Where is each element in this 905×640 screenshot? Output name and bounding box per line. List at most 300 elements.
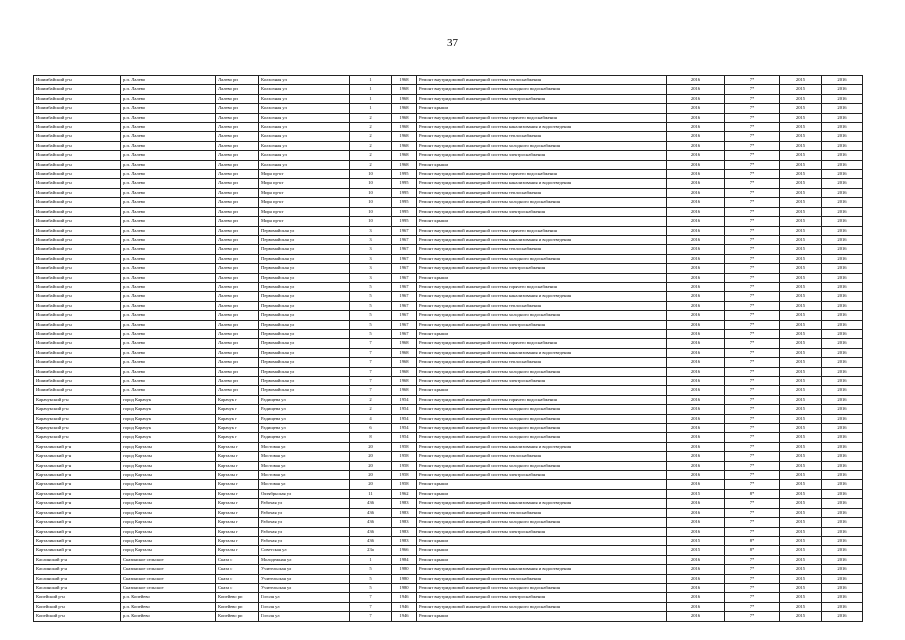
table-row <box>34 395 863 404</box>
cell-end-year: 2016 <box>822 518 863 527</box>
cell-locality: Сказа с <box>216 583 259 592</box>
cell-house-number: 1 <box>350 94 392 103</box>
cell-build-year: 1968 <box>392 132 417 141</box>
table-row <box>34 226 863 235</box>
cell-build-year: 1962 <box>392 489 417 498</box>
cell-priority: 7* <box>725 123 780 132</box>
cell-build-year: 1946 <box>392 593 417 602</box>
cell-street: Рабочая ул <box>259 499 350 508</box>
cell-settlement: город Карачук <box>121 424 216 433</box>
table-row <box>34 424 863 433</box>
cell-street: Советская ул <box>259 546 350 555</box>
cell-plan-year: 2016 <box>667 471 725 480</box>
cell-locality: Лалево рп <box>216 123 259 132</box>
cell-plan-year: 2016 <box>667 123 725 132</box>
cell-plan-year: 2016 <box>667 207 725 216</box>
cell-locality: Лалево рп <box>216 282 259 291</box>
cell-locality: Карталы г <box>216 461 259 470</box>
cell-settlement: город Карачук <box>121 395 216 404</box>
cell-district: Карачукский р-н <box>34 414 121 423</box>
cell-priority: 7* <box>725 348 780 357</box>
cell-build-year: 1968 <box>392 160 417 169</box>
cell-locality: Лалево рп <box>216 358 259 367</box>
cell-plan-year: 2016 <box>667 160 725 169</box>
cell-street: Учительская ул <box>259 583 350 592</box>
cell-house-number: 10 <box>350 207 392 216</box>
cell-settlement: город Карталы <box>121 518 216 527</box>
cell-build-year: 1983 <box>392 508 417 517</box>
cell-work-type: Ремонт внутридомовой инженерной системы горячего водоснабжения <box>417 395 667 404</box>
cell-house-number: 8 <box>350 433 392 442</box>
cell-start-year: 2015 <box>780 339 822 348</box>
cell-work-type: Ремонт внутридомовой инженерной системы горячего водоснабжения <box>417 170 667 179</box>
cell-build-year: 1967 <box>392 301 417 310</box>
cell-work-type: Ремонт внутридомовой инженерной системы электроснабжения <box>417 527 667 536</box>
cell-settlement: р.п. Копейево <box>121 612 216 621</box>
cell-district: Карачукский р-н <box>34 405 121 414</box>
cell-house-number: 7 <box>350 339 392 348</box>
cell-plan-year: 2016 <box>667 339 725 348</box>
cell-start-year: 2015 <box>780 348 822 357</box>
cell-priority: 7* <box>725 574 780 583</box>
cell-house-number: 1 <box>350 85 392 94</box>
cell-build-year: 1968 <box>392 339 417 348</box>
cell-work-type: Ремонт внутридомовой инженерной системы теплоснабжения <box>417 452 667 461</box>
cell-district: Карталинский р-н <box>34 527 121 536</box>
cell-priority: 7* <box>725 405 780 414</box>
cell-priority: 7* <box>725 452 780 461</box>
cell-street: Мира пр-кт <box>259 170 350 179</box>
cell-start-year: 2015 <box>780 282 822 291</box>
cell-plan-year: 2016 <box>667 94 725 103</box>
cell-settlement: р.п. Лалево <box>121 94 216 103</box>
cell-settlement: Сказинское сельское <box>121 583 216 592</box>
cell-locality: Карталы г <box>216 489 259 498</box>
cell-street: Радищева ул <box>259 433 350 442</box>
cell-start-year: 2015 <box>780 471 822 480</box>
cell-work-type: Ремонт внутридомовой инженерной системы горячего водоснабжения <box>417 113 667 122</box>
cell-locality: Копейево рп <box>216 593 259 602</box>
table-row <box>34 301 863 310</box>
cell-locality: Лалево рп <box>216 160 259 169</box>
table-row <box>34 555 863 564</box>
cell-settlement: р.п. Лалево <box>121 217 216 226</box>
cell-work-type: Ремонт внутридомовой инженерной системы канализования и водоотведения <box>417 292 667 301</box>
cell-settlement: город Карачук <box>121 405 216 414</box>
cell-locality: Карталы г <box>216 508 259 517</box>
cell-end-year: 2016 <box>822 348 863 357</box>
cell-priority: 7* <box>725 527 780 536</box>
cell-house-number: 5 <box>350 301 392 310</box>
cell-plan-year: 2016 <box>667 602 725 611</box>
cell-plan-year: 2016 <box>667 527 725 536</box>
cell-start-year: 2015 <box>780 442 822 451</box>
cell-work-type: Ремонт внутридомовой инженерной системы холодного водоснабжения <box>417 85 667 94</box>
cell-district: Ишимбайский р-н <box>34 188 121 197</box>
cell-build-year: 1958 <box>392 471 417 480</box>
table-row <box>34 546 863 555</box>
cell-house-number: 2 <box>350 141 392 150</box>
cell-priority: 7* <box>725 612 780 621</box>
cell-house-number: 10 <box>350 198 392 207</box>
cell-district: Ишимбайский р-н <box>34 358 121 367</box>
cell-street: Первомайская ул <box>259 320 350 329</box>
cell-district: Ишимбайский р-н <box>34 160 121 169</box>
cell-start-year: 2015 <box>780 414 822 423</box>
cell-street: Первомайская ул <box>259 348 350 357</box>
cell-priority: 7* <box>725 160 780 169</box>
cell-priority: 7* <box>725 499 780 508</box>
cell-plan-year: 2016 <box>667 433 725 442</box>
cell-build-year: 1995 <box>392 179 417 188</box>
cell-start-year: 2015 <box>780 593 822 602</box>
cell-street: Первомайская ул <box>259 377 350 386</box>
cell-plan-year: 2016 <box>667 235 725 244</box>
cell-house-number: 7 <box>350 602 392 611</box>
cell-street: Радищева ул <box>259 414 350 423</box>
cell-street: Колхозная ул <box>259 141 350 150</box>
cell-plan-year: 2016 <box>667 254 725 263</box>
cell-build-year: 1968 <box>392 76 417 85</box>
cell-plan-year: 2016 <box>667 264 725 273</box>
cell-end-year: 2016 <box>822 367 863 376</box>
cell-street: Мира пр-кт <box>259 188 350 197</box>
cell-build-year: 1958 <box>392 461 417 470</box>
cell-end-year: 2016 <box>822 160 863 169</box>
table-row <box>34 104 863 113</box>
cell-plan-year: 2016 <box>667 198 725 207</box>
table-row <box>34 207 863 216</box>
cell-work-type: Ремонт внутридомовой инженерной системы холодного водоснабжения <box>417 405 667 414</box>
cell-plan-year: 2016 <box>667 329 725 338</box>
cell-settlement: р.п. Лалево <box>121 113 216 122</box>
cell-settlement: р.п. Лалево <box>121 273 216 282</box>
cell-build-year: 1967 <box>392 311 417 320</box>
cell-end-year: 2016 <box>822 292 863 301</box>
cell-end-year: 2016 <box>822 76 863 85</box>
cell-district: Ишимбайский р-н <box>34 207 121 216</box>
cell-plan-year: 2016 <box>667 217 725 226</box>
cell-settlement: р.п. Лалево <box>121 170 216 179</box>
cell-house-number: 7 <box>350 348 392 357</box>
cell-priority: 7* <box>725 104 780 113</box>
cell-start-year: 2015 <box>780 235 822 244</box>
cell-plan-year: 2016 <box>667 282 725 291</box>
table-row <box>34 518 863 527</box>
cell-work-type: Ремонт внутридомовой инженерной системы электроснабжения <box>417 207 667 216</box>
cell-district: Ишимбайский р-н <box>34 377 121 386</box>
cell-end-year: 2016 <box>822 480 863 489</box>
cell-start-year: 2015 <box>780 329 822 338</box>
cell-end-year: 2016 <box>822 593 863 602</box>
cell-start-year: 2015 <box>780 386 822 395</box>
cell-build-year: 1954 <box>392 395 417 404</box>
cell-build-year: 1967 <box>392 329 417 338</box>
cell-settlement: город Карталы <box>121 471 216 480</box>
table-row <box>34 377 863 386</box>
cell-plan-year: 2016 <box>667 461 725 470</box>
cell-locality: Лалево рп <box>216 76 259 85</box>
cell-priority: 7* <box>725 583 780 592</box>
cell-start-year: 2015 <box>780 452 822 461</box>
cell-build-year: 1954 <box>392 424 417 433</box>
cell-locality: Лалево рп <box>216 85 259 94</box>
cell-start-year: 2015 <box>780 508 822 517</box>
cell-build-year: 1995 <box>392 198 417 207</box>
cell-work-type: Ремонт внутридомовой инженерной системы теплоснабжения <box>417 245 667 254</box>
cell-start-year: 2015 <box>780 574 822 583</box>
cell-priority: 7* <box>725 292 780 301</box>
cell-house-number: 11 <box>350 489 392 498</box>
cell-district: Ишимбайский р-н <box>34 301 121 310</box>
cell-end-year: 2016 <box>822 377 863 386</box>
cell-locality: Карталы г <box>216 471 259 480</box>
cell-plan-year: 2016 <box>667 583 725 592</box>
cell-district: Карачукский р-н <box>34 395 121 404</box>
table-row <box>34 329 863 338</box>
cell-plan-year: 2016 <box>667 395 725 404</box>
cell-house-number: 1 <box>350 555 392 564</box>
cell-end-year: 2016 <box>822 414 863 423</box>
cell-work-type: Ремонт внутридомовой инженерной системы канализования и водоотведения <box>417 442 667 451</box>
cell-street: Колхозная ул <box>259 151 350 160</box>
table-row <box>34 461 863 470</box>
cell-plan-year: 2016 <box>667 188 725 197</box>
cell-locality: Лалево рп <box>216 329 259 338</box>
cell-settlement: Сказинское сельское <box>121 565 216 574</box>
repair-schedule-table <box>33 75 863 622</box>
cell-plan-year: 2016 <box>667 499 725 508</box>
table-row <box>34 76 863 85</box>
cell-locality: Лалево рп <box>216 94 259 103</box>
cell-street: Колхозная ул <box>259 94 350 103</box>
cell-street: Первомайская ул <box>259 264 350 273</box>
cell-district: Каслинский р-н <box>34 583 121 592</box>
cell-priority: 7* <box>725 179 780 188</box>
table-row <box>34 179 863 188</box>
cell-build-year: 1983 <box>392 536 417 545</box>
cell-build-year: 1967 <box>392 264 417 273</box>
cell-end-year: 2016 <box>822 612 863 621</box>
cell-street: Первомайская ул <box>259 367 350 376</box>
table-row <box>34 254 863 263</box>
cell-build-year: 1967 <box>392 292 417 301</box>
cell-locality: Карачук г <box>216 405 259 414</box>
cell-priority: 7* <box>725 245 780 254</box>
cell-settlement: город Карталы <box>121 461 216 470</box>
cell-district: Ишимбайский р-н <box>34 264 121 273</box>
cell-house-number: 5 <box>350 583 392 592</box>
cell-build-year: 1968 <box>392 123 417 132</box>
cell-house-number: 436 <box>350 527 392 536</box>
cell-street: Рабочая ул <box>259 518 350 527</box>
cell-settlement: р.п. Лалево <box>121 254 216 263</box>
cell-settlement: р.п. Лалево <box>121 282 216 291</box>
cell-settlement: р.п. Лалево <box>121 160 216 169</box>
cell-house-number: 7 <box>350 377 392 386</box>
cell-locality: Карталы г <box>216 452 259 461</box>
cell-district: Ишимбайский р-н <box>34 170 121 179</box>
cell-priority: 7* <box>725 301 780 310</box>
cell-house-number: 10 <box>350 170 392 179</box>
cell-end-year: 2016 <box>822 141 863 150</box>
table-row <box>34 452 863 461</box>
cell-district: Каслинский р-н <box>34 565 121 574</box>
cell-street: Мостовая ул <box>259 442 350 451</box>
cell-settlement: р.п. Лалево <box>121 104 216 113</box>
cell-priority: 8* <box>725 536 780 545</box>
cell-work-type: Ремонт внутридомовой инженерной системы канализования и водоотведения <box>417 235 667 244</box>
cell-settlement: город Карталы <box>121 527 216 536</box>
cell-house-number: 10 <box>350 217 392 226</box>
cell-locality: Лалево рп <box>216 104 259 113</box>
cell-work-type: Ремонт внутридомовой инженерной системы холодного водоснабжения <box>417 367 667 376</box>
cell-start-year: 2015 <box>780 301 822 310</box>
cell-priority: 7* <box>725 329 780 338</box>
cell-locality: Карталы г <box>216 480 259 489</box>
cell-district: Ишимбайский р-н <box>34 123 121 132</box>
table-row <box>34 217 863 226</box>
cell-district: Каслинский р-н <box>34 574 121 583</box>
cell-house-number: 436 <box>350 518 392 527</box>
cell-house-number: 20 <box>350 452 392 461</box>
cell-start-year: 2015 <box>780 264 822 273</box>
cell-work-type: Ремонт крыши <box>417 329 667 338</box>
cell-settlement: р.п. Лалево <box>121 85 216 94</box>
cell-settlement: город Карачук <box>121 414 216 423</box>
cell-work-type: Ремонт крыши <box>417 489 667 498</box>
cell-work-type: Ремонт внутридомовой инженерной системы теплоснабжения <box>417 358 667 367</box>
cell-build-year: 1968 <box>392 377 417 386</box>
cell-locality: Лалево рп <box>216 377 259 386</box>
cell-end-year: 2016 <box>822 489 863 498</box>
cell-start-year: 2015 <box>780 217 822 226</box>
cell-start-year: 2015 <box>780 76 822 85</box>
cell-plan-year: 2016 <box>667 245 725 254</box>
cell-work-type: Ремонт внутридомовой инженерной системы электроснабжения <box>417 471 667 480</box>
cell-plan-year: 2016 <box>667 452 725 461</box>
cell-district: Карталинский р-н <box>34 508 121 517</box>
cell-house-number: 3 <box>350 273 392 282</box>
cell-start-year: 2015 <box>780 123 822 132</box>
cell-plan-year: 2016 <box>667 480 725 489</box>
cell-settlement: р.п. Лалево <box>121 235 216 244</box>
table-row <box>34 442 863 451</box>
cell-priority: 7* <box>725 320 780 329</box>
cell-end-year: 2016 <box>822 123 863 132</box>
cell-locality: Лалево рп <box>216 235 259 244</box>
cell-priority: 7* <box>725 188 780 197</box>
table-row <box>34 160 863 169</box>
cell-district: Ишимбайский р-н <box>34 226 121 235</box>
cell-street: Первомайская ул <box>259 292 350 301</box>
cell-plan-year: 2016 <box>667 226 725 235</box>
cell-end-year: 2016 <box>822 546 863 555</box>
cell-work-type: Ремонт крыши <box>417 160 667 169</box>
cell-plan-year: 2015 <box>667 546 725 555</box>
cell-street: Мира пр-кт <box>259 217 350 226</box>
cell-end-year: 2016 <box>822 273 863 282</box>
cell-priority: 7* <box>725 442 780 451</box>
cell-settlement: город Карталы <box>121 536 216 545</box>
cell-work-type: Ремонт внутридомовой инженерной системы канализования и водоотведения <box>417 348 667 357</box>
cell-plan-year: 2016 <box>667 555 725 564</box>
cell-work-type: Ремонт внутридомовой инженерной системы теплоснабжения <box>417 188 667 197</box>
cell-end-year: 2016 <box>822 555 863 564</box>
cell-plan-year: 2016 <box>667 320 725 329</box>
cell-priority: 7* <box>725 433 780 442</box>
cell-district: Ишимбайский р-н <box>34 179 121 188</box>
cell-work-type: Ремонт внутридомовой инженерной системы холодного водоснабжения <box>417 254 667 263</box>
cell-build-year: 1967 <box>392 245 417 254</box>
table-row <box>34 508 863 517</box>
cell-settlement: р.п. Лалево <box>121 320 216 329</box>
cell-street: Первомайская ул <box>259 245 350 254</box>
cell-settlement: город Карталы <box>121 546 216 555</box>
cell-priority: 7* <box>725 602 780 611</box>
cell-settlement: р.п. Лалево <box>121 132 216 141</box>
table-row <box>34 489 863 498</box>
cell-work-type: Ремонт крыши <box>417 612 667 621</box>
table-row <box>34 593 863 602</box>
cell-locality: Лалево рп <box>216 386 259 395</box>
cell-house-number: 5 <box>350 565 392 574</box>
cell-house-number: 4 <box>350 414 392 423</box>
cell-end-year: 2016 <box>822 311 863 320</box>
cell-work-type: Ремонт внутридомовой инженерной системы холодного водоснабжения <box>417 198 667 207</box>
cell-work-type: Ремонт крыши <box>417 273 667 282</box>
table-row <box>34 320 863 329</box>
cell-end-year: 2016 <box>822 433 863 442</box>
cell-locality: Лалево рп <box>216 292 259 301</box>
cell-street: Мира пр-кт <box>259 179 350 188</box>
cell-district: Ишимбайский р-н <box>34 273 121 282</box>
cell-locality: Лалево рп <box>216 264 259 273</box>
cell-build-year: 1946 <box>392 612 417 621</box>
cell-build-year: 1980 <box>392 583 417 592</box>
cell-locality: Лалево рп <box>216 179 259 188</box>
cell-street: Колхозная ул <box>259 76 350 85</box>
cell-priority: 7* <box>725 151 780 160</box>
cell-build-year: 1967 <box>392 235 417 244</box>
cell-end-year: 2016 <box>822 170 863 179</box>
cell-end-year: 2016 <box>822 583 863 592</box>
cell-end-year: 2016 <box>822 471 863 480</box>
cell-settlement: р.п. Лалево <box>121 311 216 320</box>
cell-district: Карачукский р-н <box>34 433 121 442</box>
cell-district: Карталинский р-н <box>34 461 121 470</box>
cell-district: Карачукский р-н <box>34 424 121 433</box>
cell-start-year: 2015 <box>780 602 822 611</box>
cell-work-type: Ремонт внутридомовой инженерной системы горячего водоснабжения <box>417 339 667 348</box>
cell-locality: Лалево рп <box>216 170 259 179</box>
cell-end-year: 2016 <box>822 254 863 263</box>
cell-start-year: 2015 <box>780 536 822 545</box>
cell-house-number: 436 <box>350 536 392 545</box>
cell-start-year: 2015 <box>780 480 822 489</box>
cell-priority: 7* <box>725 282 780 291</box>
cell-plan-year: 2016 <box>667 170 725 179</box>
cell-district: Карталинский р-н <box>34 442 121 451</box>
cell-street: Первомайская ул <box>259 301 350 310</box>
cell-start-year: 2015 <box>780 113 822 122</box>
cell-house-number: 5 <box>350 282 392 291</box>
cell-priority: 7* <box>725 414 780 423</box>
cell-plan-year: 2016 <box>667 386 725 395</box>
cell-priority: 7* <box>725 508 780 517</box>
cell-locality: Сказа с <box>216 565 259 574</box>
cell-end-year: 2016 <box>822 424 863 433</box>
